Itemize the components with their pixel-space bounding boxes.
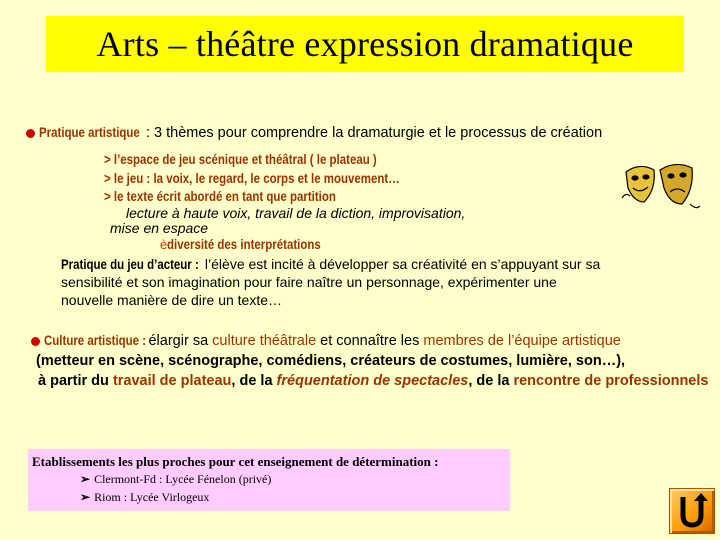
pratique-artistique-intro: : 3 thèmes pour comprendre la dramaturgie et le processus de création (141, 125, 603, 141)
diversity-line (160, 236, 355, 254)
pratique-artistique-heading: Pratique artistique (39, 124, 140, 140)
actor-heading: Pratique du jeu d’acteur : (61, 256, 199, 272)
culture-text-3: et connaître les (316, 333, 424, 349)
theme-espace (104, 151, 437, 169)
establishment-item (80, 490, 209, 505)
detail-line-2: mise en espace (110, 220, 209, 236)
culture-theatrale: culture théâtrale (212, 333, 317, 349)
actor-line-2: sensibilité et son imagination pour faire naître un personnage, expérimenter une (61, 274, 557, 290)
culture-line-2: (metteur en scène, scénographe, comédiens, créateurs de costumes, lumière, son…), (36, 353, 626, 369)
rencontre-professionnels: rencontre de professionnels (513, 373, 709, 389)
diversity-text: diversité des interprétations (167, 236, 321, 252)
establishment-riom: Riom : Lycée Virlogeux (94, 490, 210, 504)
culture-l3a: à partir du (38, 373, 113, 389)
establishment-clermont: Clermont-Fd : Lycée Fénelon (privé) (94, 472, 272, 486)
establishment-item (80, 472, 271, 487)
bullet-icon (31, 337, 40, 346)
right-arrow-icon: è (160, 237, 168, 252)
theme-texte (104, 188, 387, 206)
return-u-turn-icon (670, 489, 714, 533)
culture-l3e: , de la (468, 373, 514, 389)
actor-line-3: nouvelle manière de dire un texte… (61, 292, 283, 308)
bullet-icon (26, 129, 35, 138)
return-button[interactable] (669, 488, 715, 534)
culture-line-3 (38, 373, 708, 389)
actor-line-1 (61, 256, 600, 274)
detail-line-1: lecture à haute voix, travail de la diction, improvisation, (126, 205, 466, 221)
travail-de-plateau: travail de plateau (112, 373, 232, 389)
theme-jeu-text: > le jeu : la voix, le regard, le corps et le mouvement… (104, 170, 400, 186)
culture-heading: Culture artistique : (44, 332, 147, 348)
theatre-masks-icon (620, 158, 702, 214)
theme-jeu (104, 170, 465, 188)
culture-text-1: élargir sa (144, 333, 213, 349)
theme-espace-text: > l’espace de jeu scénique et théâtral ( le plateau ) (104, 151, 377, 167)
arrow-bullet-icon: ➢ (80, 490, 91, 504)
arrow-bullet-icon: ➢ (80, 472, 91, 486)
actor-text-1: l’élève est incité à développer sa créativité en s’appuyant sur sa (201, 256, 601, 272)
equipe-artistique: membres de l’équipe artistique (423, 333, 621, 349)
establishments-heading: Etablissements les plus proches pour cet enseignement de détermination : (32, 454, 439, 469)
culture-l3c: , de la (231, 373, 277, 389)
title-banner (46, 16, 684, 72)
theme-texte-text: > le texte écrit abordé en tant que partition (104, 188, 336, 204)
page-title: Arts – théâtre expression dramatique (96, 24, 634, 64)
section-culture-artistique (31, 332, 621, 349)
section-pratique-artistique (26, 124, 602, 141)
establishments-box (28, 449, 510, 511)
frequentation-spectacles: fréquentation de spectacles (276, 373, 469, 389)
